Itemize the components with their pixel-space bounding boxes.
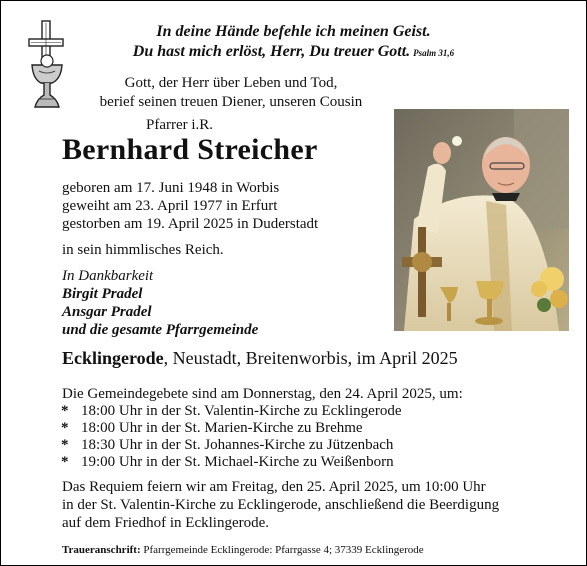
birth-date: geboren am 17. Juni 1948 in Worbis — [62, 180, 280, 196]
prayer-text: 18:30 Uhr in der St. Johannes-Kirche zu Jützenbach — [81, 437, 394, 453]
portrait-photo — [394, 109, 569, 331]
place-rest: , Neustadt, Breitenworbis, im April 2025 — [163, 348, 458, 368]
ordination-date: geweiht am 23. April 1977 in Erfurt — [62, 198, 278, 214]
prayer-item — [61, 454, 394, 471]
heaven-line: in sein himmlisches Reich. — [62, 242, 224, 258]
verse-line-1: In deine Hände befehle ich meinen Geist. — [156, 23, 431, 40]
bullet-icon: * — [61, 437, 69, 453]
clergy-title: Pfarrer i.R. — [146, 117, 214, 133]
mourner-name: Birgit Pradel — [62, 286, 143, 302]
prayer-item — [61, 437, 393, 454]
mourner-name: und die gesamte Pfarrgemeinde — [62, 322, 259, 338]
mourner-name: Ansgar Pradel — [62, 304, 152, 320]
prayers-intro: Die Gemeindegebete sind am Donnerstag, den 24. April 2025, um: — [62, 386, 463, 402]
requiem-line-3: auf dem Friedhof in Ecklingerode. — [62, 515, 270, 531]
prayer-item — [61, 403, 401, 420]
mourning-address — [62, 544, 424, 556]
deceased-name: Bernhard Streicher — [62, 133, 318, 166]
verse-text: Du hast mich erlöst, Herr, Du treuer Gott. — [132, 43, 411, 60]
address-label: Traueranschrift: — [62, 544, 141, 556]
prayer-text: 18:00 Uhr in der St. Marien-Kirche zu Brehme — [81, 420, 363, 436]
place-town: Ecklingerode — [62, 348, 164, 368]
address-value: Pfarrgemeinde Ecklingerode: Pfarrgasse 4; 37339 Ecklingerode — [140, 544, 424, 556]
prayer-text: 19:00 Uhr in der St. Michael-Kirche zu Weißenborn — [81, 454, 394, 470]
verse-reference: Psalm 31,6 — [413, 48, 455, 58]
prayer-item — [61, 420, 363, 437]
death-date: gestorben am 19. April 2025 in Duderstadt — [62, 216, 319, 232]
verse-line-2 — [1, 42, 586, 63]
bullet-icon: * — [61, 454, 69, 470]
intro-line-2: berief seinen treuen Diener, unseren Cousin — [99, 94, 363, 110]
bullet-icon: * — [61, 403, 69, 419]
requiem-line-2: in der St. Valentin-Kirche zu Ecklingerode, anschließend die Beerdigung — [62, 497, 500, 513]
place-date-line — [62, 348, 458, 369]
mourners-intro: In Dankbarkeit — [62, 268, 154, 284]
requiem-line-1: Das Requiem feiern wir am Freitag, den 25. April 2025, um 10:00 Uhr — [62, 479, 486, 495]
prayer-text: 18:00 Uhr in der St. Valentin-Kirche zu Ecklingerode — [81, 403, 402, 419]
bullet-icon: * — [61, 420, 69, 436]
intro-line-1: Gott, der Herr über Leben und Tod, — [124, 75, 338, 91]
